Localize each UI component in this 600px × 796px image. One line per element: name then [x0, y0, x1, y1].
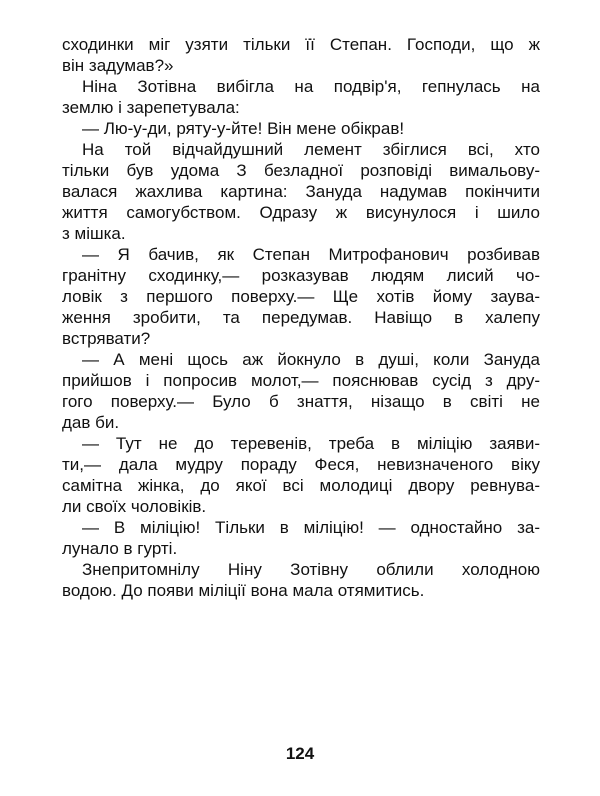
text-line: — Лю-у-ди, ряту-у-йте! Він мене обікрав!: [82, 119, 405, 138]
page-number: 124: [285, 744, 315, 763]
text-line: Ніна Зотівна вибігла на подвір'я, гепнулась на: [82, 77, 540, 96]
text-line: ли своїх чоловіків.: [62, 497, 207, 516]
text-line: гого поверху.— Було б знаття, нізащо в світі не: [62, 392, 540, 411]
text-line: з мішка.: [62, 224, 126, 243]
text-line: самітна жінка, до якої всі молодиці двору ревнува-: [62, 476, 540, 495]
text-line: — А мені щось аж йокнуло в душі, коли Зануда: [82, 350, 540, 369]
text-line: він задумав?»: [62, 56, 174, 75]
text-line: Знепритомнілу Ніну Зотівну облили холодною: [82, 560, 540, 579]
text-line: життя самогубством. Одразу ж висунулося і шило: [62, 203, 540, 222]
text-line: дав би.: [62, 413, 120, 432]
text-line: сходинки міг узяти тільки її Степан. Господи, що ж: [62, 35, 540, 54]
page-body-text: [62, 34, 540, 601]
text-line: прийшов і попросив молот,— пояснював сусід з дру-: [62, 371, 540, 390]
text-line: землю і зарепетувала:: [62, 98, 240, 117]
text-line: водою. До появи міліції вона мала отямитись.: [62, 581, 425, 600]
text-line: лунало в гурті.: [62, 539, 178, 558]
text-line: ловік з першого поверху.— Ще хотів йому заува-: [62, 287, 540, 306]
text-line: ження зробити, та передумав. Навіщо в халепу: [62, 308, 540, 327]
text-line: встрявати?: [62, 329, 151, 348]
text-line: ти,— дала мудру пораду Феся, невизначеного віку: [62, 455, 540, 474]
text-line: — Я бачив, як Степан Митрофанович розбивав: [82, 245, 540, 264]
text-line: — В міліцію! Тільки в міліцію! — одностайно за-: [82, 518, 540, 537]
text-line: валася жахлива картина: Зануда надумав покінчити: [62, 182, 540, 201]
text-line: тільки був удома З безладної розповіді вимальову-: [62, 161, 540, 180]
text-line: На той відчайдушний лемент збіглися всі, хто: [82, 140, 540, 159]
text-line: — Тут не до теревенів, треба в міліцію заяви-: [82, 434, 540, 453]
text-line: гранітну сходинку,— розказував людям лисий чо-: [62, 266, 540, 285]
